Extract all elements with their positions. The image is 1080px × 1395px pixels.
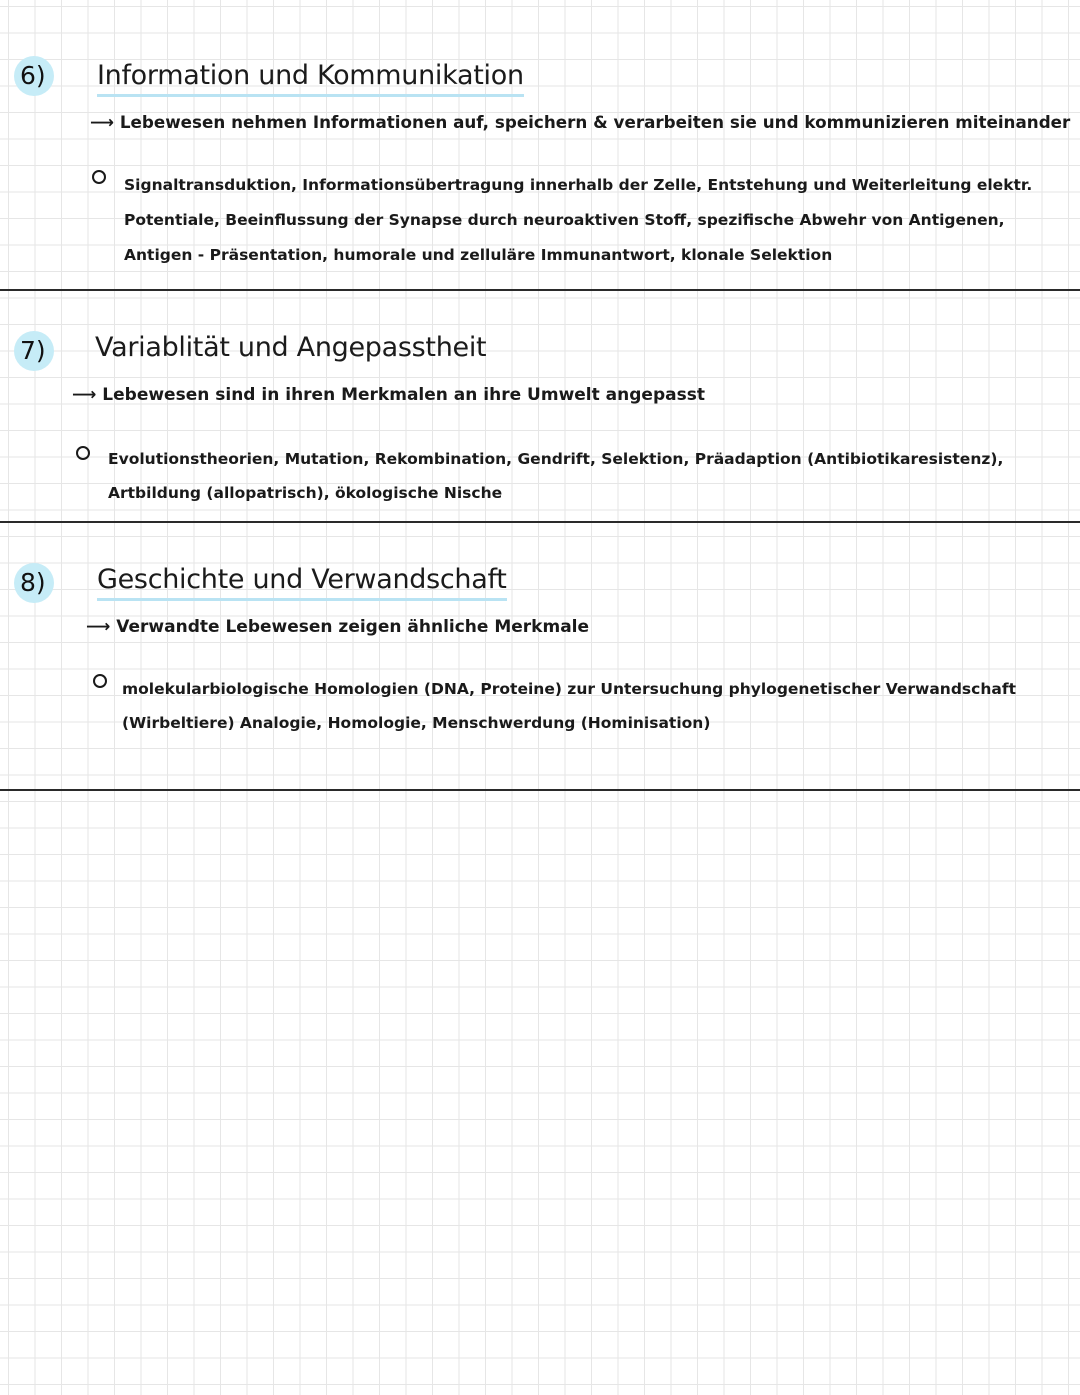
section-number: 8) xyxy=(14,563,54,603)
bullet-circle-icon xyxy=(76,446,90,460)
section-title: Information und Kommunikation xyxy=(97,60,524,97)
section-divider xyxy=(0,789,1080,791)
section-summary: ⟶ Verwandte Lebewesen zeigen ähnliche Merkmale xyxy=(86,617,590,637)
bullet-circle-icon xyxy=(92,170,106,184)
section-number: 6) xyxy=(14,56,54,96)
detail-line: Antigen - Präsentation, humorale und zelluläre Immunantwort, klonale Selektion xyxy=(124,246,833,264)
detail-line: Artbildung (allopatrisch), ökologische Nische xyxy=(108,484,503,502)
section-divider xyxy=(0,521,1080,523)
section-title: Variablität und Angepasstheit xyxy=(95,332,487,363)
detail-line: Evolutionstheorien, Mutation, Rekombination, Gendrift, Selektion, Präadaption (Antibiotikaresistenz), xyxy=(108,450,1004,468)
section-title: Geschichte und Verwandschaft xyxy=(97,564,507,601)
bullet-circle-icon xyxy=(93,674,107,688)
section-divider xyxy=(0,289,1080,291)
detail-line: Signaltransduktion, Informationsübertragung innerhalb der Zelle, Entstehung und Weiterleitung elektr. xyxy=(124,176,1033,194)
detail-line: molekularbiologische Homologien (DNA, Proteine) zur Untersuchung phylogenetischer Verwandschaft xyxy=(122,680,1016,698)
section-summary: ⟶ Lebewesen nehmen Informationen auf, speichern & verarbeiten sie und kommunizieren miteinander xyxy=(90,113,1071,133)
section-summary: ⟶ Lebewesen sind in ihren Merkmalen an ihre Umwelt angepasst xyxy=(72,385,705,405)
detail-line: (Wirbeltiere) Analogie, Homologie, Menschwerdung (Hominisation) xyxy=(122,714,711,732)
section-number: 7) xyxy=(14,331,54,371)
detail-line: Potentiale, Beeinflussung der Synapse durch neuroaktiven Stoff, spezifische Abwehr von Antigenen, xyxy=(124,211,1005,229)
